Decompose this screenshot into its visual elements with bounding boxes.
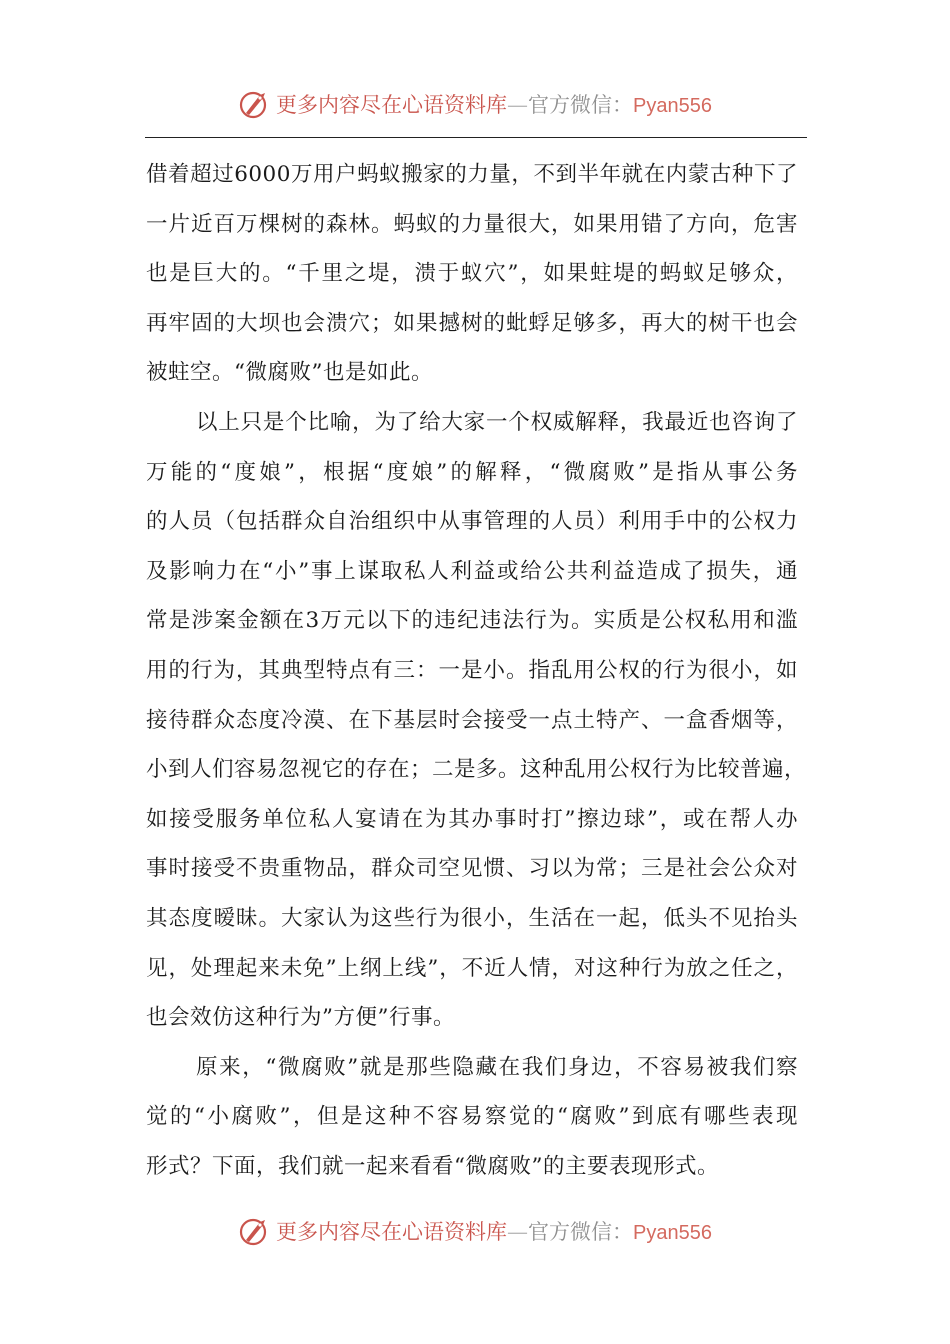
watermark-text — [276, 89, 712, 119]
paragraph — [146, 150, 798, 398]
watermark-id: Pyan556 — [633, 95, 712, 117]
text-line: 觉的“小腐败”，但是这种不容易察觉的“腐败”到底有哪些表现 — [146, 1104, 798, 1130]
watermark-id: Pyan556 — [633, 1222, 712, 1244]
watermark-main: 更多内容尽在心语资料库 — [276, 1220, 508, 1244]
text-line: 借着超过6000万用户蚂蚁搬家的力量，不到半年就在内蒙古种下了 — [146, 162, 798, 187]
text-line: 事时接受不贵重物品，群众司空见惯、习以为常；三是社会公众对 — [146, 856, 798, 882]
text-line: 及影响力在“小”事上谋取私人利益或给公共利益造成了损失，通 — [146, 558, 798, 584]
text-line: 其态度暧昧。大家认为这些行为很小，生活在一起，低头不见抬头 — [146, 905, 798, 931]
watermark-main: 更多内容尽在心语资料库 — [276, 93, 508, 117]
text-line: 用的行为，其典型特点有三：一是小。指乱用公权的行为很小，如 — [146, 657, 798, 683]
text-line: 被蛀空。“微腐败”也是如此。 — [146, 360, 433, 386]
watermark-dash: — — [507, 1220, 529, 1244]
text-line: 接待群众态度冷漠、在下基层时会接受一点土特产、一盒香烟等， — [146, 707, 798, 733]
header-watermark — [0, 84, 950, 124]
text-line: 小到人们容易忽视它的存在；二是多。这种乱用公权行为比较普遍， — [146, 757, 807, 783]
text-line: 原来，“微腐败”就是那些隐藏在我们身边，不容易被我们察 — [196, 1054, 798, 1080]
pen-nib-logo-icon — [238, 1214, 272, 1248]
text-line: 再牢固的大坝也会溃穴；如果撼树的蚍蜉足够多，再大的树干也会 — [146, 310, 798, 336]
text-line: 也是巨大的。“千里之堤，溃于蚁穴”，如果蛀堤的蚂蚁足够众， — [146, 261, 798, 287]
text-line: 的人员（包括群众自治组织中从事管理的人员）利用手中的公权力 — [146, 509, 798, 535]
watermark-dash: — — [507, 93, 529, 117]
text-line: 见，处理起来未免”上纲上线”，不近人情，对这种行为放之任之， — [146, 955, 798, 981]
text-line: 万能的“度娘”，根据“度娘”的解释，“微腐败”是指从事公务 — [146, 459, 798, 485]
footer-watermark — [0, 1211, 950, 1251]
header-divider — [145, 137, 807, 138]
pen-nib-logo-icon — [238, 87, 272, 121]
paragraph — [146, 398, 807, 1043]
document-body — [146, 150, 807, 1191]
text-line: 以上只是个比喻，为了给大家一个权威解释，我最近也咨询了 — [196, 409, 798, 435]
watermark-official: 官方微信： — [528, 1220, 634, 1244]
text-line: 一片近百万棵树的森林。蚂蚁的力量很大，如果用错了方向，危害 — [146, 211, 798, 237]
paragraph — [146, 1043, 798, 1192]
watermark-text — [276, 1216, 712, 1246]
text-line: 也会效仿这种行为”方便”行事。 — [146, 1005, 455, 1031]
text-line: 形式？下面，我们就一起来看看“微腐败”的主要表现形式。 — [146, 1153, 719, 1179]
watermark-official: 官方微信： — [528, 93, 634, 117]
text-line: 常是涉案金额在3万元以下的违纪违法行为。实质是公权私用和滥 — [146, 608, 798, 634]
text-line: 如接受服务单位私人宴请在为其办事时打”擦边球”，或在帮人办 — [146, 806, 798, 832]
